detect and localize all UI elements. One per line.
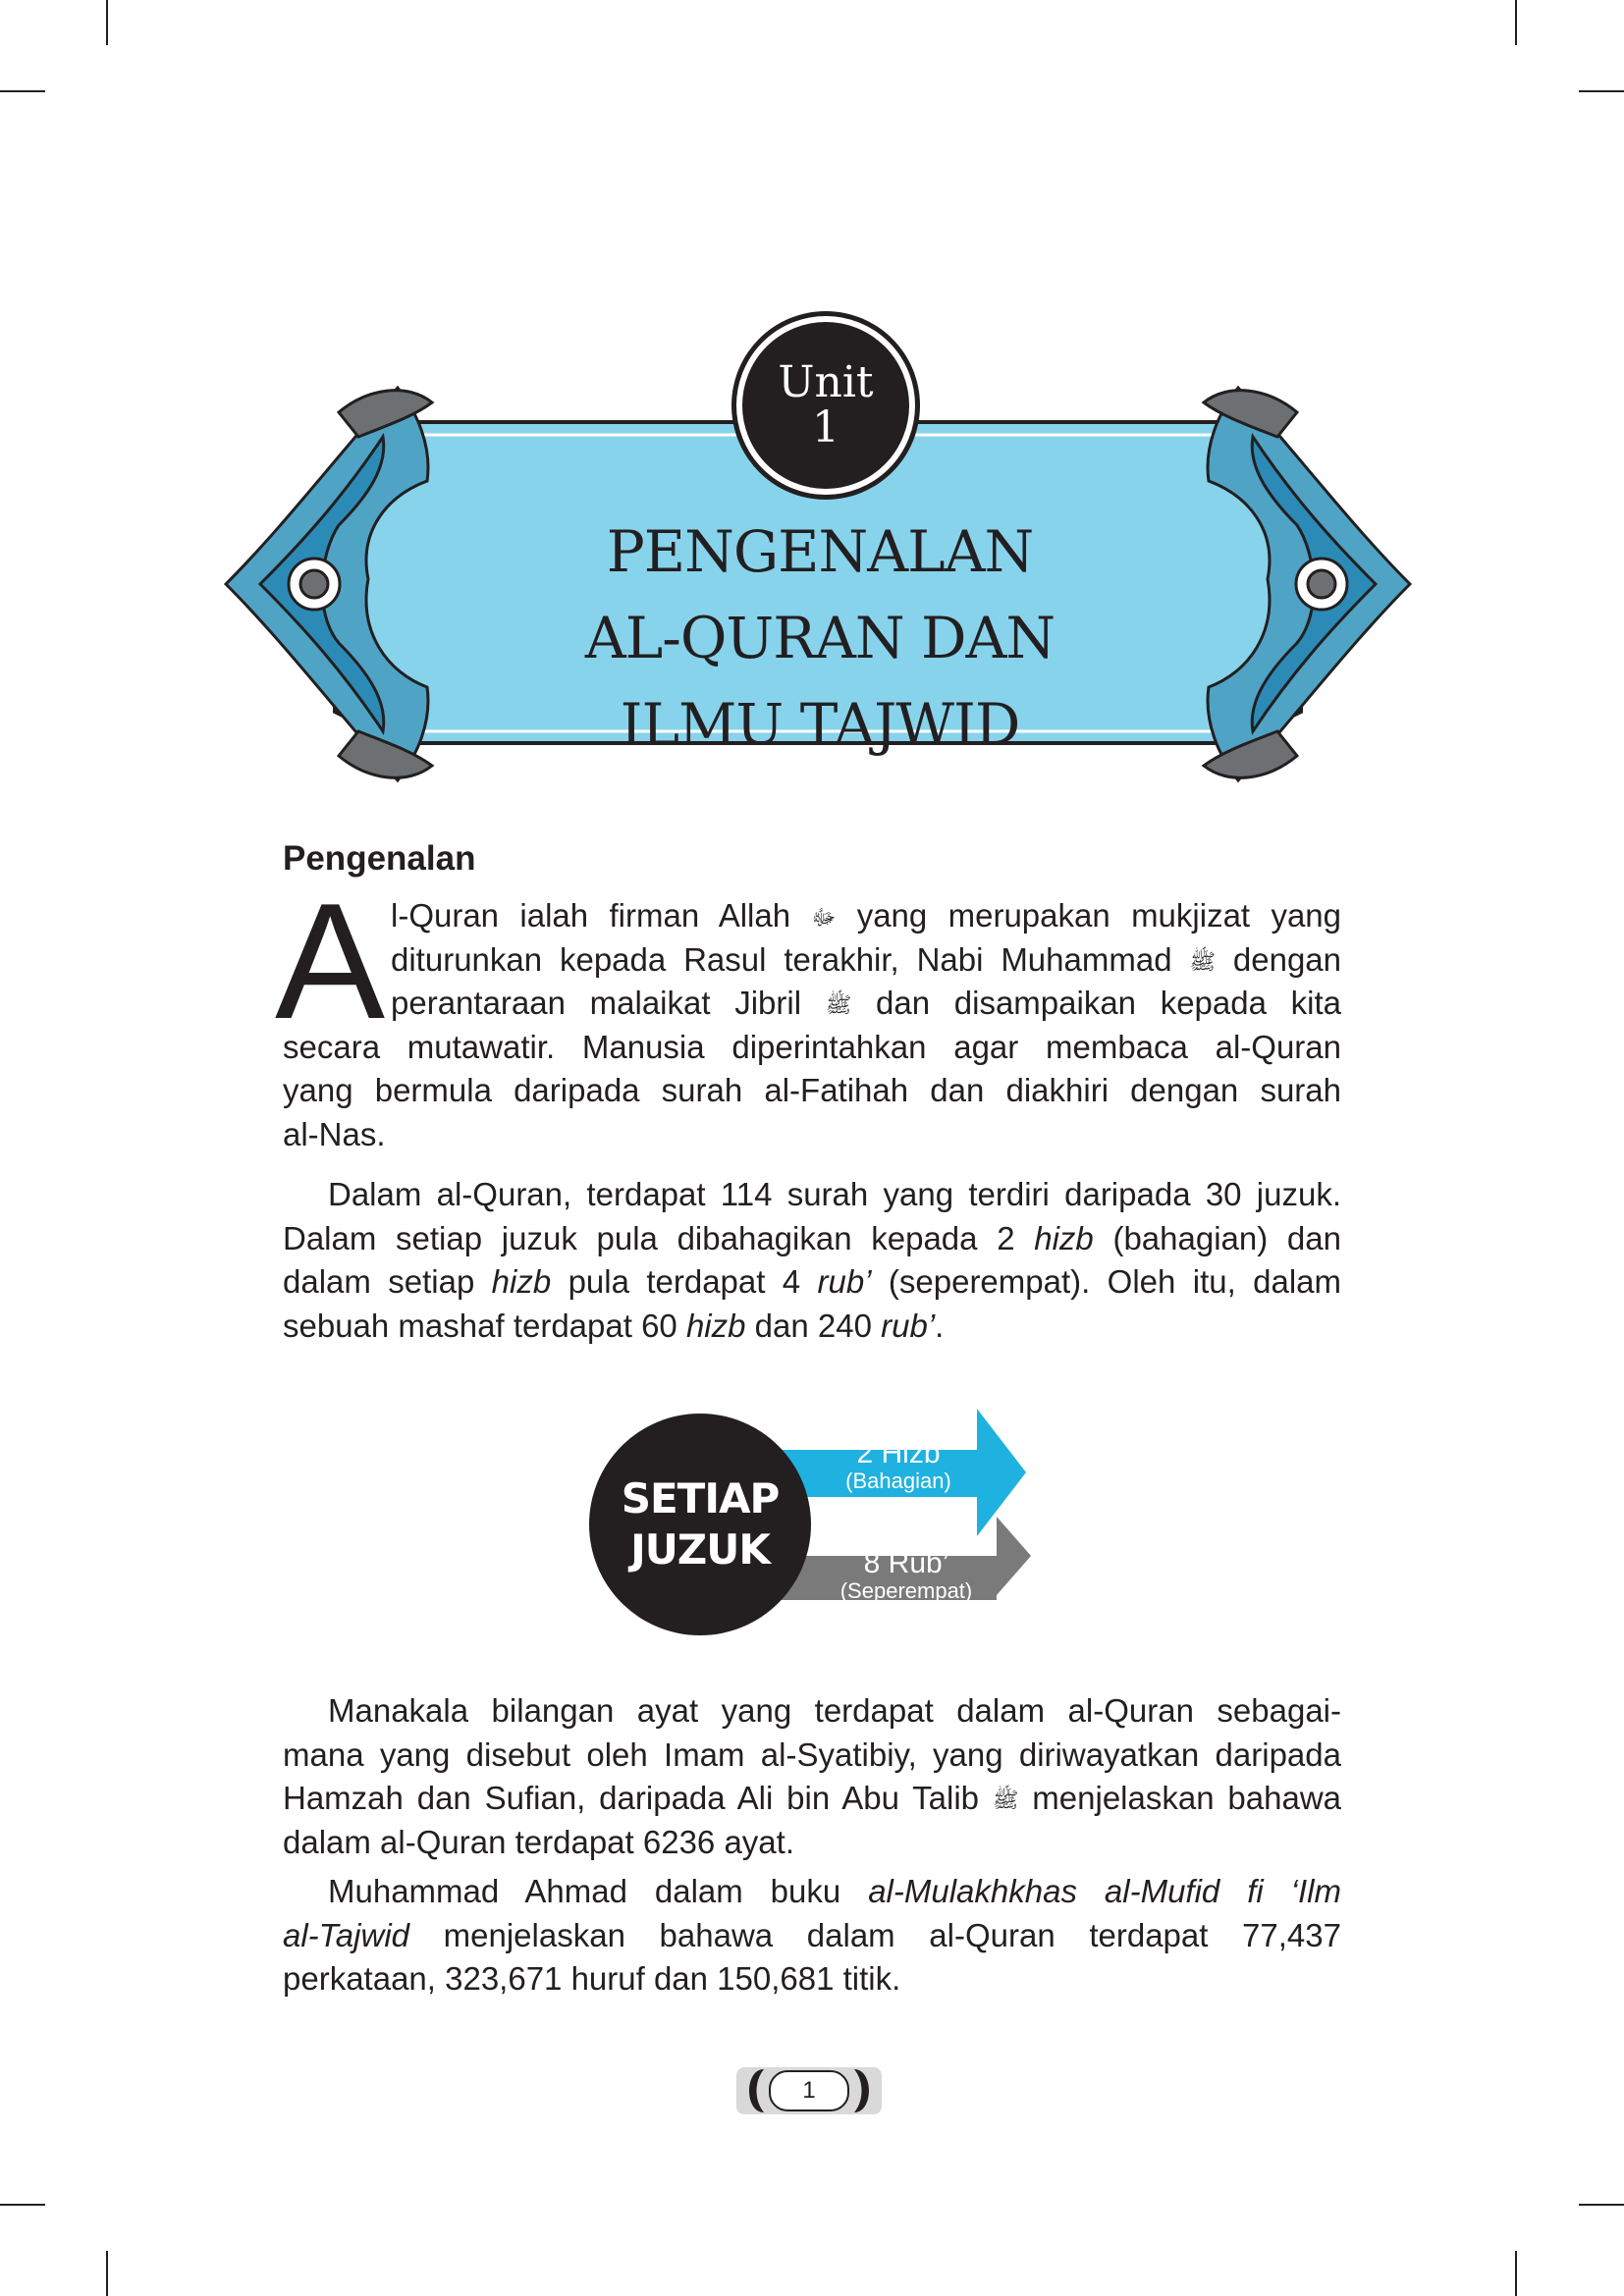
crop-mark: [0, 2204, 45, 2206]
unit-badge: [736, 316, 915, 495]
text-run: Dalam al-Quran, terdapat 114 surah yang terdiri daripada 30 juzuk.: [328, 1176, 1341, 1212]
rub-label-main: 8 Rub’: [863, 1547, 949, 1579]
text-line: [283, 894, 1341, 938]
paragraph-4: [283, 1870, 1341, 2002]
text-run: sebuah mashaf terdapat 60: [283, 1307, 686, 1344]
text-line: [283, 938, 1341, 983]
crop-mark: [1515, 2251, 1517, 2296]
text-run: .: [935, 1307, 945, 1344]
text-run: dengan: [1232, 940, 1342, 978]
crop-mark: [0, 90, 45, 92]
hizb-label: [825, 1438, 972, 1493]
text-run: menjelaskan bahawa dalam al-Quran terdapat 77,437: [409, 1916, 1341, 1953]
honorific-glyph: ﷺ: [992, 1788, 1019, 1813]
text-line: [283, 982, 1341, 1026]
paragraph-2: [283, 1173, 1341, 1348]
text-run: Hamzah dan Sufian, daripada Ali bin Abu Talib: [283, 1780, 980, 1816]
italic-term: hizb: [491, 1263, 552, 1300]
chapter-title-line: PENGENALAN: [606, 518, 1034, 585]
page-number: 1: [802, 2077, 816, 2104]
crop-mark: [1515, 0, 1517, 45]
text-run: l-Quran ialah firman Allah: [391, 897, 791, 934]
text-run: Manakala bilangan ayat yang terdapat dalam al-Quran sebagai-: [328, 1692, 1341, 1729]
text-run: dan 240: [745, 1307, 882, 1344]
text-line: [283, 1069, 1341, 1113]
italic-term: rub’: [817, 1263, 872, 1300]
text-run: dalam al-Quran terdapat 6236 ayat.: [283, 1823, 794, 1860]
text-run: al-Nas.: [283, 1115, 386, 1152]
section-heading: Pengenalan: [283, 839, 476, 878]
text-run: secara mutawatir. Manusia diperintahkan agar membaca al-Quran: [283, 1028, 1341, 1065]
circle-text-line: JUZUK: [630, 1525, 770, 1574]
text-line: [283, 1305, 1341, 1349]
hizb-label-sub: (Bahagian): [845, 1468, 951, 1493]
text-line: [283, 1173, 1341, 1217]
italic-term: hizb: [1034, 1219, 1094, 1256]
text-line: [283, 1734, 1341, 1778]
text-run: pula terdapat 4: [551, 1263, 818, 1300]
text-run: dalam setiap: [283, 1263, 492, 1300]
italic-term: al-Tajwid: [283, 1916, 410, 1953]
text-line: [283, 1113, 1341, 1157]
text-line: [283, 1870, 1341, 1914]
text-line: [283, 1957, 1341, 2002]
text-run: Dalam setiap juzuk pula dibahagikan kepada 2: [283, 1219, 1035, 1256]
text-line: [283, 1914, 1341, 1958]
setiap-juzuk-circle: [589, 1414, 811, 1635]
text-run: (seperempat). Oleh itu, dalam: [871, 1263, 1341, 1300]
text-line: [283, 1689, 1341, 1734]
text-run: Muhammad Ahmad dalam buku: [328, 1873, 869, 1909]
drop-cap: A: [275, 869, 386, 1053]
text-line: [283, 1821, 1341, 1865]
rub-label-sub: (Seperempat): [839, 1578, 973, 1603]
text-run: yang bermula daripada surah al-Fatihah dan diakhiri dengan surah: [283, 1072, 1341, 1108]
italic-term: rub’: [881, 1307, 936, 1344]
hizb-label-main: 2 Hizb: [856, 1437, 941, 1469]
italic-term: hizb: [685, 1307, 746, 1344]
rub-label: [823, 1548, 990, 1603]
juzuk-diagram: [589, 1399, 1041, 1644]
unit-label: Unit: [778, 357, 874, 407]
text-line: [283, 1217, 1341, 1261]
crop-mark: [1579, 2204, 1624, 2206]
honorific-glyph: ﷻ: [811, 905, 837, 931]
circle-text-line: SETIAP: [621, 1474, 780, 1522]
honorific-glyph: ﷺ: [825, 992, 852, 1018]
text-run: yang merupakan mukjizat yang: [856, 897, 1342, 934]
text-line: [283, 1777, 1341, 1821]
crop-mark: [106, 0, 108, 45]
chapter-title-line: ILMU TAJWID: [620, 691, 1020, 758]
paragraph-1: [283, 894, 1341, 1156]
text-run: (bahagian) dan: [1093, 1219, 1341, 1256]
text-line: [283, 1026, 1341, 1070]
text-run: perantaraan malaikat Jibril: [391, 985, 802, 1021]
paragraph-3: [283, 1689, 1341, 1864]
text-run: perkataan, 323,671 huruf dan 150,681 titik.: [283, 1960, 901, 1997]
honorific-glyph: ﷺ: [1189, 948, 1217, 974]
text-run: diturunkan kepada Rasul terakhir, Nabi Muhammad: [391, 940, 1172, 978]
text-run: dan disampaikan kepada kita: [876, 985, 1342, 1021]
crop-mark: [106, 2251, 108, 2296]
chapter-title: [432, 508, 1208, 768]
crop-mark: [1579, 90, 1624, 92]
text-line: [283, 1260, 1341, 1305]
chapter-title-line: AL-QURAN DAN: [584, 605, 1056, 671]
text-run: menjelaskan bahawa: [1032, 1780, 1341, 1816]
text-run: mana yang disebut oleh Imam al-Syatibiy, yang diriwayatkan daripada: [283, 1735, 1341, 1773]
page-number-ornament: [734, 2061, 884, 2120]
italic-term: al-Mulakhkhas al-Mufid fi ‘Ilm: [868, 1873, 1341, 1909]
unit-number: 1: [812, 402, 839, 453]
